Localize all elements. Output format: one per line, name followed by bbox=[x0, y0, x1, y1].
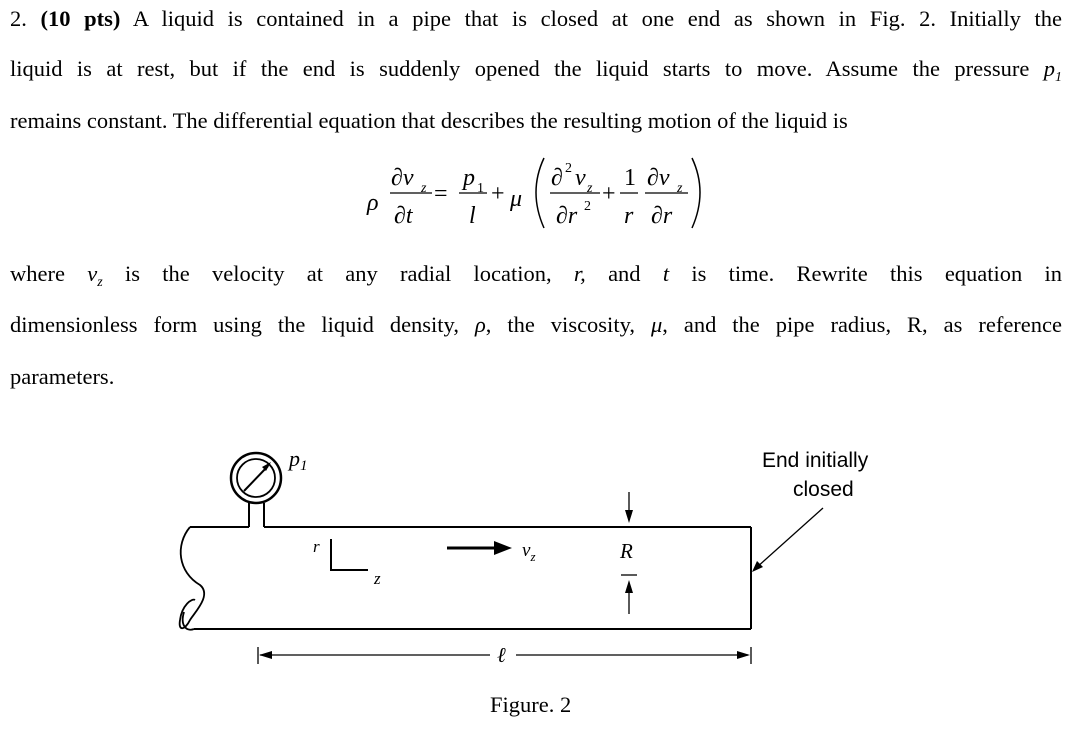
eq-second-den: ∂r bbox=[556, 203, 578, 229]
eq-last-num-sub: z bbox=[677, 181, 683, 196]
problem-points: (10 pts) bbox=[40, 6, 121, 31]
eq-p-den: l bbox=[469, 203, 476, 229]
problem-line-1-text: A liquid is contained in a pipe that is closed at one end as shown in Fig. 2. Initially the bbox=[132, 6, 1063, 31]
figure-caption: Figure. 2 bbox=[490, 692, 572, 717]
coordinate-axes bbox=[330, 539, 368, 570]
eq-lhs-den: ∂t bbox=[394, 203, 413, 229]
eq-one: 1 bbox=[624, 165, 636, 191]
pipe-body bbox=[180, 527, 751, 630]
problem-line-1 bbox=[10, 6, 1062, 32]
eq-second-num-sup: 2 bbox=[565, 161, 572, 176]
pressure-gauge-icon bbox=[231, 453, 281, 527]
end-label-line-2: closed bbox=[793, 478, 854, 501]
eq-mu: μ bbox=[510, 186, 523, 212]
length-dimension bbox=[258, 647, 751, 664]
eq-p-num: p bbox=[463, 165, 475, 191]
eq-last-num: ∂v bbox=[647, 165, 670, 191]
velocity-variable: $v_z$ bbox=[87, 261, 103, 290]
eq-second-num-sub: z bbox=[587, 181, 593, 196]
eq-last-den: ∂r bbox=[651, 203, 673, 229]
problem-line-3: remains constant. The differential equation that describes the resulting motion of the liquid is bbox=[10, 108, 848, 133]
radius-label: R bbox=[620, 539, 633, 563]
eq-r: r bbox=[624, 203, 634, 229]
paragraph-2-line-1: where $v_z$ is the velocity at any radial location, r, and t is time. Rewrite this equation in bbox=[10, 261, 1063, 290]
problem-number: 2. bbox=[10, 6, 27, 31]
eq-rho: ρ bbox=[367, 190, 379, 216]
differential-equation bbox=[0, 150, 1077, 235]
end-label-line-1: End initially bbox=[762, 449, 869, 472]
eq-second-num-v: v bbox=[575, 165, 586, 191]
problem-line-2 bbox=[10, 56, 1063, 85]
eq-plus-2: + bbox=[602, 181, 616, 207]
eq-lhs-num: ∂v bbox=[391, 165, 414, 191]
pressure-variable: $p_1$ bbox=[1043, 56, 1063, 85]
r-axis-label: r bbox=[313, 537, 320, 556]
paragraph-2-line-3: parameters. bbox=[10, 364, 115, 389]
eq-lhs-num-sub: z bbox=[421, 181, 427, 196]
eq-plus-1: + bbox=[491, 181, 505, 207]
length-label: ℓ bbox=[497, 643, 506, 667]
problem-line-2-text: liquid is at rest, but if the end is suddenly opened the liquid starts to move. Assume the pressure bbox=[10, 56, 1030, 81]
eq-second-den-sup: 2 bbox=[584, 199, 591, 214]
end-pointer-arrowhead bbox=[752, 561, 763, 572]
velocity-arrowhead bbox=[494, 541, 512, 555]
eq-second-num: ∂ bbox=[551, 165, 563, 191]
eq-equals: = bbox=[434, 181, 448, 207]
eq-p-sub: 1 bbox=[477, 181, 484, 196]
paragraph-2-line-2: dimensionless form using the liquid density, ρ, the viscosity, μ, and the pipe radius, R, as reference bbox=[10, 312, 1063, 337]
p1-label: p1 bbox=[289, 446, 308, 474]
velocity-label: $v_z$ bbox=[522, 540, 536, 564]
eq-right-paren bbox=[692, 158, 700, 228]
radius-arrows-icon bbox=[621, 492, 637, 614]
z-axis-label: z bbox=[374, 569, 381, 588]
eq-left-paren bbox=[536, 158, 544, 228]
end-pointer-line bbox=[756, 508, 823, 568]
